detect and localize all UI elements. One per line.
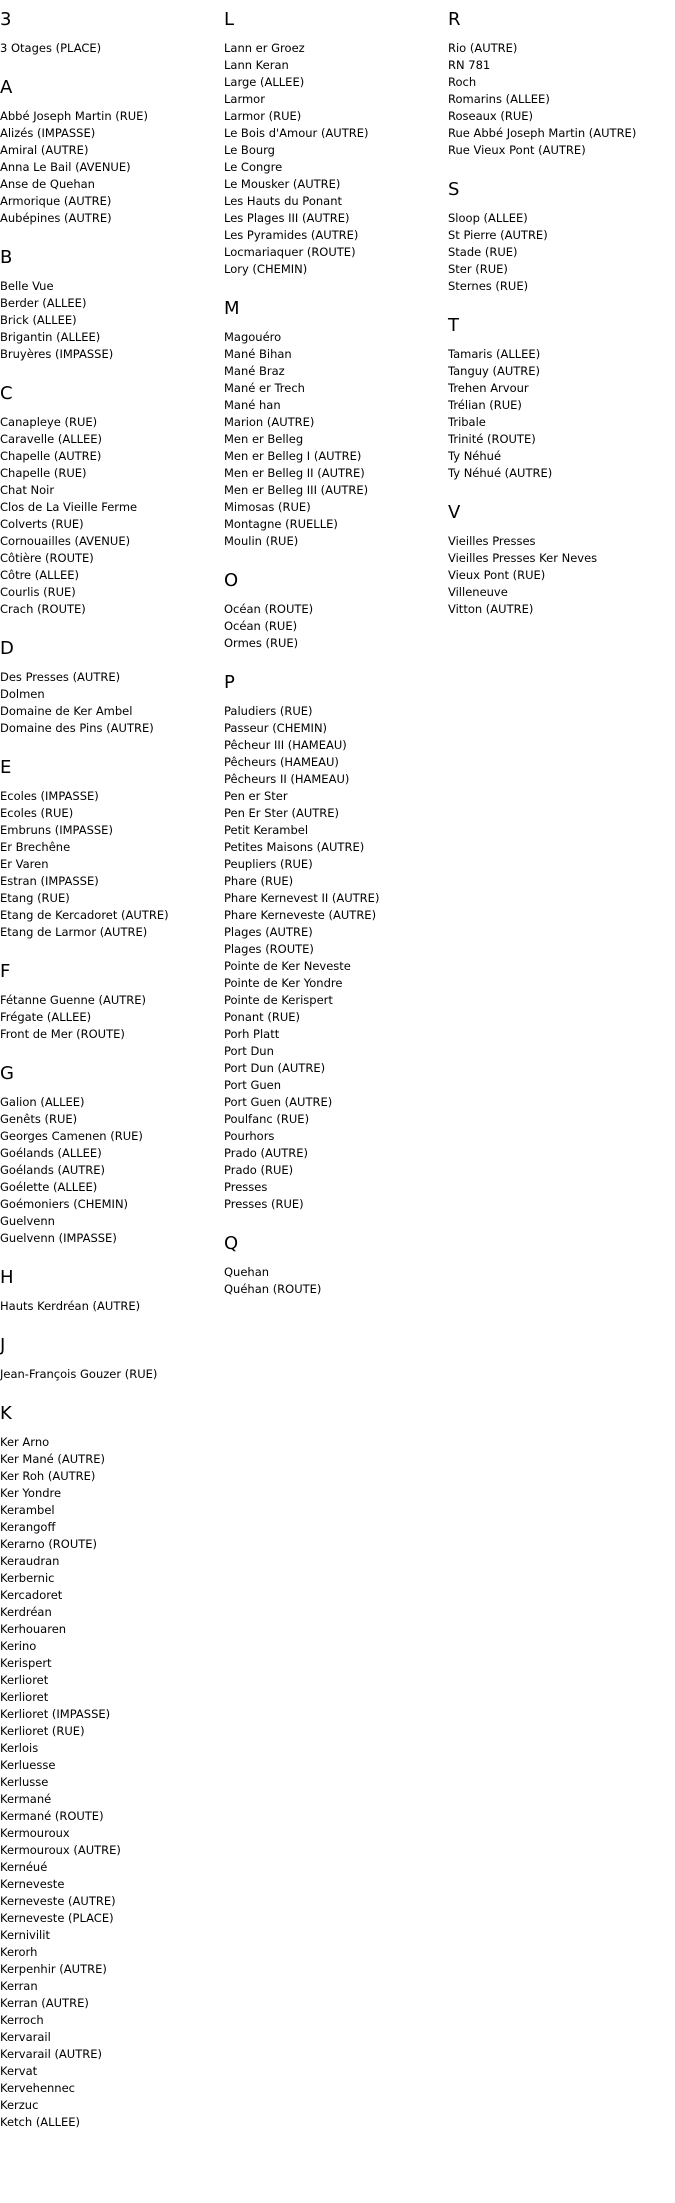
street-list xyxy=(0,788,222,941)
street-name-item: Pointe de Ker Yondre xyxy=(224,976,343,990)
street-name-item: Kerneveste (AUTRE) xyxy=(0,1894,116,1908)
street-name-item: Magouéro xyxy=(224,330,282,344)
section-letter-heading: M xyxy=(224,298,240,319)
letter-section xyxy=(448,503,675,618)
street-name-item: Vieux Pont (RUE) xyxy=(448,568,546,582)
street-name-item: Aubépines (AUTRE) xyxy=(0,211,112,225)
street-name-item: Pourhors xyxy=(224,1129,275,1143)
street-name-item: Kerhouaren xyxy=(0,1622,67,1636)
street-name-item: Domaine des Pins (AUTRE) xyxy=(0,721,154,735)
street-name-item: Galion (ALLEE) xyxy=(0,1095,85,1109)
letter-section xyxy=(224,571,446,652)
street-name-item: Kerino xyxy=(0,1639,37,1653)
street-name-item: Ecoles (RUE) xyxy=(0,806,74,820)
street-name-item: Cornouailles (AVENUE) xyxy=(0,534,131,548)
street-name-item: Ty Néhué xyxy=(448,449,502,463)
street-name-item: Des Presses (AUTRE) xyxy=(0,670,121,684)
street-name-item: Caravelle (ALLEE) xyxy=(0,432,103,446)
street-name-item: Large (ALLEE) xyxy=(224,75,305,89)
street-name-item: Kervehennec xyxy=(0,2081,75,2095)
street-name-item: Côtre (ALLEE) xyxy=(0,568,79,582)
street-name-item: Tribale xyxy=(448,415,486,429)
street-name-item: Kerlioret (RUE) xyxy=(0,1724,85,1738)
letter-section xyxy=(448,316,675,482)
street-name-item: Prado (AUTRE) xyxy=(224,1146,309,1160)
street-name-item: Kerneveste xyxy=(0,1877,65,1891)
street-name-item: Anna Le Bail (AVENUE) xyxy=(0,160,131,174)
street-list xyxy=(0,1366,222,1383)
street-name-item: Kervat xyxy=(0,2064,38,2078)
street-name-item: Pointe de Kerispert xyxy=(224,993,333,1007)
street-name-item: Pêcheur III (HAMEAU) xyxy=(224,738,347,752)
street-name-item: Colverts (RUE) xyxy=(0,517,84,531)
column-2 xyxy=(224,0,446,1319)
letter-section xyxy=(0,1268,222,1315)
street-name-item: Etang de Larmor (AUTRE) xyxy=(0,925,148,939)
street-name-item: Montagne (RUELLE) xyxy=(224,517,338,531)
street-list xyxy=(224,1264,446,1298)
street-list xyxy=(448,346,675,482)
street-name-item: Canapleye (RUE) xyxy=(0,415,98,429)
street-list xyxy=(448,533,675,618)
street-list xyxy=(0,1298,222,1315)
street-name-item: Petites Maisons (AUTRE) xyxy=(224,840,365,854)
street-name-item: Quéhan (ROUTE) xyxy=(224,1282,322,1296)
street-name-item: Courlis (RUE) xyxy=(0,585,76,599)
section-letter-heading: B xyxy=(0,247,13,268)
street-name-item: Etang de Kercadoret (AUTRE) xyxy=(0,908,169,922)
street-name-item: Guelvenn (IMPASSE) xyxy=(0,1231,117,1245)
section-letter-heading: T xyxy=(448,315,459,336)
section-letter-heading: 3 xyxy=(0,9,12,30)
letter-section xyxy=(0,758,222,941)
street-name-item: Locmariaquer (ROUTE) xyxy=(224,245,356,259)
street-list xyxy=(224,329,446,550)
street-name-item: Villeneuve xyxy=(448,585,508,599)
street-name-item: Mané er Trech xyxy=(224,381,305,395)
street-name-item: Ormes (RUE) xyxy=(224,636,299,650)
letter-section xyxy=(0,248,222,363)
street-name-item: Jean-François Gouzer (RUE) xyxy=(0,1367,158,1381)
street-name-item: Clos de La Vieille Ferme xyxy=(0,500,138,514)
street-name-item: Armorique (AUTRE) xyxy=(0,194,112,208)
street-name-item: Chapelle (AUTRE) xyxy=(0,449,102,463)
letter-section xyxy=(448,180,675,295)
street-name-item: Chat Noir xyxy=(0,483,55,497)
street-name-item: Larmor xyxy=(224,92,265,106)
letter-section xyxy=(0,384,222,618)
street-name-item: Kerlois xyxy=(0,1741,39,1755)
street-name-item: Poulfanc (RUE) xyxy=(224,1112,310,1126)
section-letter-heading: L xyxy=(224,9,235,30)
street-name-item: Larmor (RUE) xyxy=(224,109,302,123)
section-letter-heading: P xyxy=(224,672,235,693)
street-name-item: Kerorh xyxy=(0,1945,38,1959)
street-name-item: Bruyères (IMPASSE) xyxy=(0,347,114,361)
street-name-item: Kerroch xyxy=(0,2013,44,2027)
street-name-item: Porh Platt xyxy=(224,1027,280,1041)
letter-section xyxy=(224,299,446,550)
street-name-item: Kernivilit xyxy=(0,1928,50,1942)
letter-section xyxy=(224,10,446,278)
street-name-item: Rue Abbé Joseph Martin (AUTRE) xyxy=(448,126,637,140)
street-name-item: Lann er Groez xyxy=(224,41,305,55)
section-letter-heading: Q xyxy=(224,1233,239,1254)
street-name-item: Phare Kernevest II (AUTRE) xyxy=(224,891,380,905)
street-name-item: Men er Belleg I (AUTRE) xyxy=(224,449,362,463)
column-1 xyxy=(0,0,222,2152)
street-name-item: Tamaris (ALLEE) xyxy=(448,347,541,361)
street-list xyxy=(0,669,222,737)
street-name-item: Ker Mané (AUTRE) xyxy=(0,1452,105,1466)
street-name-item: Amiral (AUTRE) xyxy=(0,143,89,157)
letter-section xyxy=(0,10,222,57)
street-name-item: Pen er Ster xyxy=(224,789,288,803)
street-name-item: Kerarno (ROUTE) xyxy=(0,1537,98,1551)
street-name-item: Abbé Joseph Martin (RUE) xyxy=(0,109,148,123)
street-name-item: Kercadoret xyxy=(0,1588,63,1602)
street-name-item: Rue Vieux Pont (AUTRE) xyxy=(448,143,586,157)
street-name-item: Mané Bihan xyxy=(224,347,292,361)
street-name-item: Brigantin (ALLEE) xyxy=(0,330,101,344)
street-name-item: Estran (IMPASSE) xyxy=(0,874,99,888)
street-name-item: Kerlioret xyxy=(0,1690,49,1704)
street-name-item: Kerran xyxy=(0,1979,38,1993)
street-name-item: Embruns (IMPASSE) xyxy=(0,823,113,837)
street-name-item: Crach (ROUTE) xyxy=(0,602,86,616)
street-name-item: Mané Braz xyxy=(224,364,285,378)
section-letter-heading: O xyxy=(224,570,239,591)
street-name-item: Mané han xyxy=(224,398,281,412)
street-name-item: Côtière (ROUTE) xyxy=(0,551,94,565)
street-name-item: Men er Belleg II (AUTRE) xyxy=(224,466,365,480)
street-name-item: Presses (RUE) xyxy=(224,1197,304,1211)
street-list xyxy=(448,210,675,295)
street-name-item: Port Dun xyxy=(224,1044,274,1058)
street-name-item: Ecoles (IMPASSE) xyxy=(0,789,99,803)
section-letter-heading: G xyxy=(0,1063,14,1084)
street-name-item: Port Dun (AUTRE) xyxy=(224,1061,326,1075)
street-name-item: Le Bourg xyxy=(224,143,275,157)
street-name-item: Port Guen (AUTRE) xyxy=(224,1095,333,1109)
street-list xyxy=(448,40,675,159)
street-name-item: Roch xyxy=(448,75,477,89)
street-list xyxy=(0,278,222,363)
street-name-item: Trélian (RUE) xyxy=(448,398,522,412)
section-letter-heading: K xyxy=(0,1403,12,1424)
street-name-item: Kerran (AUTRE) xyxy=(0,1996,89,2010)
street-name-item: Sternes (RUE) xyxy=(448,279,529,293)
street-name-item: Plages (AUTRE) xyxy=(224,925,313,939)
section-letter-heading: E xyxy=(0,757,12,778)
street-name-item: Kerneveste (PLACE) xyxy=(0,1911,114,1925)
street-name-item: Er Brechêne xyxy=(0,840,71,854)
street-list xyxy=(224,601,446,652)
section-letter-heading: H xyxy=(0,1267,14,1288)
street-list xyxy=(0,1094,222,1247)
street-name-item: Pêcheurs II (HAMEAU) xyxy=(224,772,350,786)
street-name-item: Berder (ALLEE) xyxy=(0,296,87,310)
street-name-item: Front de Mer (ROUTE) xyxy=(0,1027,125,1041)
street-name-item: Hauts Kerdréan (AUTRE) xyxy=(0,1299,141,1313)
street-name-item: Pointe de Ker Neveste xyxy=(224,959,351,973)
street-name-item: Port Guen xyxy=(224,1078,282,1092)
street-name-item: Roseaux (RUE) xyxy=(448,109,534,123)
letter-section xyxy=(0,639,222,737)
street-name-item: Les Plages III (AUTRE) xyxy=(224,211,350,225)
street-name-item: Goélette (ALLEE) xyxy=(0,1180,98,1194)
street-name-item: Presses xyxy=(224,1180,268,1194)
street-name-item: Lann Keran xyxy=(224,58,289,72)
letter-section xyxy=(224,1234,446,1298)
street-name-item: Marion (AUTRE) xyxy=(224,415,315,429)
street-name-item: Kerzuc xyxy=(0,2098,39,2112)
street-name-item: Ker Yondre xyxy=(0,1486,62,1500)
street-name-item: Belle Vue xyxy=(0,279,54,293)
street-name-item: Etang (RUE) xyxy=(0,891,70,905)
street-name-item: Kerluesse xyxy=(0,1758,56,1772)
street-list xyxy=(0,992,222,1043)
street-name-item: Dolmen xyxy=(0,687,45,701)
street-name-item: Kermouroux (AUTRE) xyxy=(0,1843,121,1857)
street-name-item: Océan (RUE) xyxy=(224,619,298,633)
letter-section xyxy=(0,1336,222,1383)
street-name-item: Ponant (RUE) xyxy=(224,1010,300,1024)
street-name-item: Paludiers (RUE) xyxy=(224,704,313,718)
letter-section xyxy=(0,1064,222,1247)
street-name-item: Kerangoff xyxy=(0,1520,56,1534)
street-name-item: Kerlioret (IMPASSE) xyxy=(0,1707,111,1721)
street-name-item: Ker Roh (AUTRE) xyxy=(0,1469,96,1483)
street-name-item: 3 Otages (PLACE) xyxy=(0,41,102,55)
section-letter-heading: F xyxy=(0,961,11,982)
street-name-item: Ker Arno xyxy=(0,1435,50,1449)
street-name-item: Genêts (RUE) xyxy=(0,1112,78,1126)
street-name-item: Frégate (ALLEE) xyxy=(0,1010,92,1024)
street-name-item: Moulin (RUE) xyxy=(224,534,299,548)
street-name-item: Ster (RUE) xyxy=(448,262,508,276)
street-name-item: Kerlusse xyxy=(0,1775,49,1789)
section-letter-heading: V xyxy=(448,502,461,523)
street-name-item: Brick (ALLEE) xyxy=(0,313,77,327)
street-name-item: Goélands (AUTRE) xyxy=(0,1163,106,1177)
section-letter-heading: D xyxy=(0,638,14,659)
street-name-item: Quehan xyxy=(224,1265,270,1279)
street-name-item: Kernéué xyxy=(0,1860,48,1874)
street-name-item: Chapelle (RUE) xyxy=(0,466,87,480)
letter-section xyxy=(224,673,446,1213)
street-name-item: St Pierre (AUTRE) xyxy=(448,228,548,242)
street-name-item: Peupliers (RUE) xyxy=(224,857,313,871)
street-name-item: Kervarail xyxy=(0,2030,51,2044)
letter-section xyxy=(0,1404,222,2131)
street-name-item: Er Varen xyxy=(0,857,49,871)
street-name-item: Kerdréan xyxy=(0,1605,52,1619)
street-name-item: Kerambel xyxy=(0,1503,55,1517)
letter-section xyxy=(0,962,222,1043)
letter-section xyxy=(448,10,675,159)
street-name-item: Pen Er Ster (AUTRE) xyxy=(224,806,339,820)
street-name-item: Kermané xyxy=(0,1792,52,1806)
street-name-item: Kervarail (AUTRE) xyxy=(0,2047,102,2061)
street-name-item: Trehen Arvour xyxy=(448,381,529,395)
street-name-item: Romarins (ALLEE) xyxy=(448,92,550,106)
street-name-item: Rio (AUTRE) xyxy=(448,41,518,55)
street-list xyxy=(0,108,222,227)
street-name-item: Fétanne Guenne (AUTRE) xyxy=(0,993,147,1007)
street-name-item: Men er Belleg xyxy=(224,432,304,446)
section-letter-heading: S xyxy=(448,179,460,200)
street-name-item: Prado (RUE) xyxy=(224,1163,294,1177)
street-name-item: Tanguy (AUTRE) xyxy=(448,364,541,378)
street-name-item: Sloop (ALLEE) xyxy=(448,211,528,225)
street-name-item: Vieilles Presses xyxy=(448,534,536,548)
section-letter-heading: C xyxy=(0,383,13,404)
street-name-item: Plages (ROUTE) xyxy=(224,942,314,956)
street-name-item: Océan (ROUTE) xyxy=(224,602,314,616)
street-name-item: Le Bois d'Amour (AUTRE) xyxy=(224,126,369,140)
section-letter-heading: J xyxy=(0,1335,6,1356)
street-name-item: Les Hauts du Ponant xyxy=(224,194,343,208)
street-name-item: Phare (RUE) xyxy=(224,874,294,888)
street-list xyxy=(224,703,446,1213)
street-name-item: Kerpenhir (AUTRE) xyxy=(0,1962,107,1976)
letter-section xyxy=(0,78,222,227)
street-name-item: Vieilles Presses Ker Neves xyxy=(448,551,598,565)
street-name-item: Trinité (ROUTE) xyxy=(448,432,536,446)
street-name-item: Georges Camenen (RUE) xyxy=(0,1129,143,1143)
street-name-item: Alizés (IMPASSE) xyxy=(0,126,96,140)
street-name-item: Kerlioret xyxy=(0,1673,49,1687)
street-name-item: Kermané (ROUTE) xyxy=(0,1809,104,1823)
street-name-item: Anse de Quehan xyxy=(0,177,95,191)
street-list xyxy=(0,1434,222,2131)
street-name-item: Guelvenn xyxy=(0,1214,55,1228)
street-name-item: Keraudran xyxy=(0,1554,60,1568)
street-name-item: Ty Néhué (AUTRE) xyxy=(448,466,553,480)
street-name-item: Petit Kerambel xyxy=(224,823,309,837)
street-list xyxy=(0,40,222,57)
street-name-item: Phare Kerneveste (AUTRE) xyxy=(224,908,377,922)
street-name-item: Men er Belleg III (AUTRE) xyxy=(224,483,369,497)
street-name-item: Le Congre xyxy=(224,160,283,174)
street-name-item: Vitton (AUTRE) xyxy=(448,602,534,616)
street-name-item: Goémoniers (CHEMIN) xyxy=(0,1197,129,1211)
section-letter-heading: R xyxy=(448,9,461,30)
street-name-item: Les Pyramides (AUTRE) xyxy=(224,228,359,242)
column-3 xyxy=(448,0,675,639)
street-name-item: Passeur (CHEMIN) xyxy=(224,721,328,735)
street-name-item: Le Mousker (AUTRE) xyxy=(224,177,341,191)
street-name-item: RN 781 xyxy=(448,58,491,72)
street-name-item: Lory (CHEMIN) xyxy=(224,262,308,276)
street-list xyxy=(224,40,446,278)
street-name-item: Kermouroux xyxy=(0,1826,70,1840)
street-name-item: Domaine de Ker Ambel xyxy=(0,704,133,718)
street-name-item: Goélands (ALLEE) xyxy=(0,1146,102,1160)
section-letter-heading: A xyxy=(0,77,13,98)
street-name-item: Stade (RUE) xyxy=(448,245,518,259)
street-name-item: Ketch (ALLEE) xyxy=(0,2115,81,2129)
street-name-item: Mimosas (RUE) xyxy=(224,500,311,514)
street-name-item: Kerispert xyxy=(0,1656,52,1670)
street-name-item: Pêcheurs (HAMEAU) xyxy=(224,755,339,769)
street-list xyxy=(0,414,222,618)
street-name-item: Kerbernic xyxy=(0,1571,55,1585)
